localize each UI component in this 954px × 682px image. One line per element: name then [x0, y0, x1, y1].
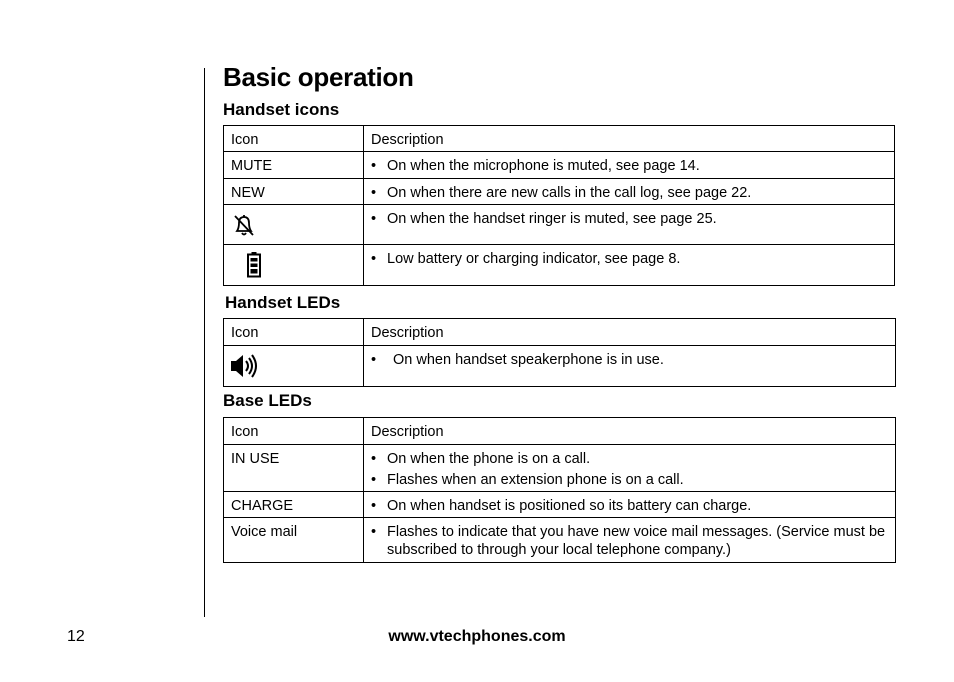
bullet: •: [371, 211, 377, 227]
column-header-description: Description: [364, 418, 896, 445]
description-text: Low battery or charging indicator, see page 8.: [387, 251, 681, 267]
handset-icons-table: [223, 125, 895, 286]
footer-website: www.vtechphones.com: [388, 628, 566, 645]
description-text: Flashes when an extension phone is on a call.: [387, 472, 684, 488]
description-cell: [364, 492, 896, 518]
page-title: Basic operation: [223, 62, 414, 92]
description-cell: [364, 518, 896, 563]
table-row: [224, 205, 895, 245]
table-row: [224, 152, 895, 179]
bullet: •: [371, 498, 377, 514]
handset-leds-table: [223, 318, 896, 387]
bullet: •: [371, 251, 377, 267]
description-cell: [364, 152, 895, 179]
icon-label: MUTE: [224, 152, 364, 179]
description-cell: [364, 346, 896, 387]
description-cell: [364, 179, 895, 205]
description-cell: [364, 245, 895, 286]
icon-cell: [224, 205, 364, 245]
base-leds-table: [223, 417, 896, 563]
battery-icon: [231, 250, 271, 280]
icon-cell: [224, 245, 364, 286]
column-header-icon: Icon: [224, 319, 364, 346]
description-cell: [364, 205, 895, 245]
column-header-icon: Icon: [224, 126, 364, 152]
description-text: On when handset is positioned so its battery can charge.: [387, 498, 752, 514]
table-row: [224, 492, 896, 518]
icon-label: IN USE: [224, 445, 364, 492]
icon-label: CHARGE: [224, 492, 364, 518]
ringer-off-bell-icon: [231, 212, 257, 238]
column-header-description: Description: [364, 319, 896, 346]
description-text: On when there are new calls in the call log, see page 22.: [387, 185, 752, 201]
table-header-row: [224, 126, 895, 152]
table-header-row: [224, 319, 896, 346]
bullet: •: [371, 352, 377, 368]
column-header-description: Description: [364, 126, 895, 152]
table-row: [224, 518, 896, 563]
icon-label: Voice mail: [224, 518, 364, 563]
description-text: On when the phone is on a call.: [387, 451, 591, 467]
bullet: •: [371, 451, 377, 467]
section-heading-base-leds: Base LEDs: [223, 391, 312, 410]
bullet: •: [371, 185, 377, 201]
margin-rule: [204, 68, 205, 617]
table-header-row: [224, 418, 896, 445]
bullet: •: [371, 524, 377, 540]
icon-label: NEW: [224, 179, 364, 205]
table-row: [224, 445, 896, 492]
table-row: [224, 346, 896, 387]
description-text: On when the handset ringer is muted, see page 25.: [387, 211, 717, 227]
section-heading-handset-icons: Handset icons: [223, 100, 340, 119]
speakerphone-icon: [230, 351, 264, 381]
description-text: Flashes to indicate that you have new voice mail messages. (Service must be subscribed to through your local telephone company.): [387, 524, 886, 558]
description-cell: [364, 445, 896, 492]
table-row: [224, 245, 895, 286]
column-header-icon: Icon: [224, 418, 364, 445]
description-text: On when the microphone is muted, see page 14.: [387, 158, 700, 174]
table-row: [224, 179, 895, 205]
section-heading-handset-leds: Handset LEDs: [225, 293, 341, 312]
description-text: On when handset speakerphone is in use.: [393, 352, 664, 368]
icon-cell: [224, 346, 364, 387]
bullet: •: [371, 158, 377, 174]
page-number: 12: [67, 628, 85, 645]
bullet: •: [371, 472, 377, 488]
